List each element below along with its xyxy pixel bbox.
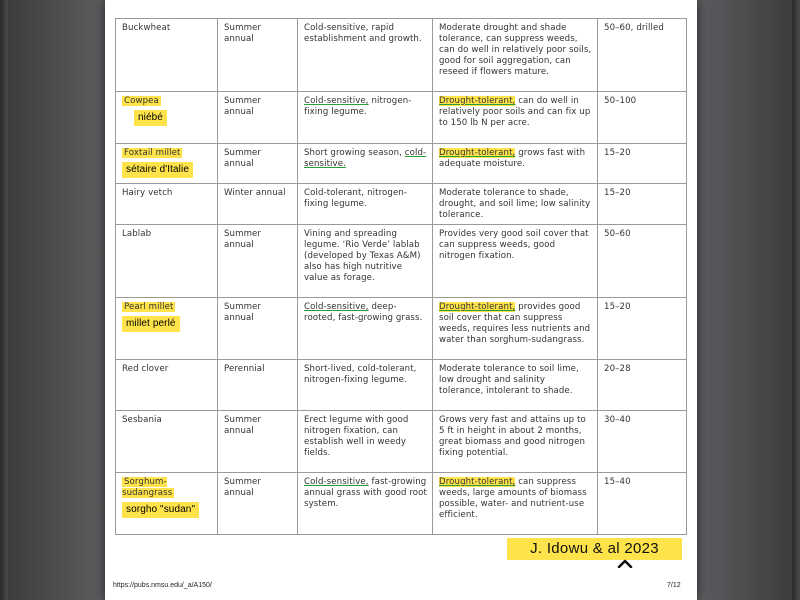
- table-row: [116, 144, 687, 184]
- season-text: Summer annual: [224, 415, 262, 436]
- characteristics-text: fast-growing annual grass with good root system.: [304, 477, 427, 509]
- season-text: Summer annual: [224, 148, 262, 169]
- table-row: [116, 184, 687, 225]
- drought-tolerant-highlight: Drought-tolerant,: [439, 477, 516, 487]
- citation-label: J. Idowu & al 2023: [507, 538, 682, 560]
- crop-name: Buckwheat: [122, 23, 171, 33]
- benefits-text: can suppress weeds, large amounts of biomass possible, water- and nutrient-use efficient.: [439, 477, 587, 520]
- season-text: Summer annual: [224, 96, 262, 117]
- crop-name: Hairy vetch: [122, 188, 173, 198]
- french-name-label: niébé: [134, 110, 167, 126]
- benefits-cell: [433, 144, 598, 184]
- characteristics-cell: [298, 360, 433, 411]
- season-text: Summer annual: [224, 302, 262, 323]
- rate-text: 15–20: [604, 148, 631, 158]
- benefits-cell: [433, 473, 598, 535]
- cold-sensitive-highlight: Cold-sensitive,: [304, 302, 369, 312]
- characteristics-text: deep-rooted, fast-growing grass.: [304, 302, 423, 323]
- rate-text: 15–40: [604, 477, 631, 487]
- drought-tolerant-highlight: Drought-tolerant,: [439, 302, 516, 312]
- table-row: [116, 225, 687, 298]
- season-cell: [218, 360, 298, 411]
- benefits-text: provides good soil cover that can suppress weeds, requires less nutrients and water than sorghum-sudangrass.: [439, 302, 591, 345]
- season-text: Summer annual: [224, 477, 262, 498]
- crop-name-cell: [116, 184, 218, 225]
- season-text: Perennial: [224, 364, 265, 374]
- benefits-cell: [433, 411, 598, 473]
- season-cell: [218, 19, 298, 92]
- rate-text: 20–28: [604, 364, 631, 374]
- characteristics-cell: [298, 225, 433, 298]
- season-cell: [218, 473, 298, 535]
- characteristics-text: nitrogen-fixing legume.: [304, 96, 412, 117]
- rate-text: 15–20: [604, 302, 631, 312]
- crop-name-cell: [116, 225, 218, 298]
- characteristics-text: Cold-sensitive, rapid establishment and growth.: [304, 23, 422, 44]
- document-page: [105, 0, 697, 600]
- rate-text: 15–20: [604, 188, 631, 198]
- rate-cell: [598, 92, 687, 144]
- cold-sensitive-highlight: cold-sensitive.: [304, 148, 427, 169]
- season-text: Summer annual: [224, 23, 262, 44]
- benefits-text: can do well in relatively poor soils and can fix up to 150 lb N per acre.: [439, 96, 591, 128]
- frame-left: [0, 0, 8, 600]
- french-name-label: sétaire d'Italie: [122, 162, 193, 178]
- rate-cell: [598, 298, 687, 360]
- table-row: [116, 19, 687, 92]
- season-text: Summer annual: [224, 229, 262, 250]
- characteristics-text: Short-lived, cold-tolerant, nitrogen-fixing legume.: [304, 364, 417, 385]
- season-cell: [218, 92, 298, 144]
- benefits-text: Moderate drought and shade tolerance, can suppress weeds, can do well in relatively poor soils, good for soil aggregation, can reseed if flowers mature.: [439, 23, 592, 77]
- benefits-cell: [433, 360, 598, 411]
- benefits-cell: [433, 298, 598, 360]
- characteristics-text: Erect legume with good nitrogen fixation, can establish well in weedy fields.: [304, 415, 409, 458]
- table-row: [116, 298, 687, 360]
- drought-tolerant-highlight: Drought-tolerant,: [439, 96, 516, 106]
- characteristics-text: Short growing season,: [304, 148, 402, 158]
- season-cell: [218, 184, 298, 225]
- rate-cell: [598, 411, 687, 473]
- crop-name-cell: [116, 19, 218, 92]
- benefits-cell: [433, 19, 598, 92]
- season-cell: [218, 144, 298, 184]
- caret-up-icon: [617, 558, 633, 568]
- benefits-text: Moderate tolerance to soil lime, low drought and salinity tolerance, intolerant to shade.: [439, 364, 579, 396]
- crop-name: Red clover: [122, 364, 169, 374]
- rate-cell: [598, 360, 687, 411]
- benefits-cell: [433, 184, 598, 225]
- cover-crop-table: [115, 18, 687, 535]
- characteristics-cell: [298, 144, 433, 184]
- characteristics-cell: [298, 298, 433, 360]
- print-page-number: 7/12: [667, 582, 681, 589]
- season-cell: [218, 411, 298, 473]
- cold-sensitive-highlight: Cold-sensitive,: [304, 96, 369, 106]
- rate-text: 50–60: [604, 229, 631, 239]
- cold-sensitive-highlight: Cold-sensitive,: [304, 477, 369, 487]
- benefits-text: Grows very fast and attains up to 5 ft in height in about 2 months, great biomass and good nitrogen fixing potential.: [439, 415, 586, 458]
- characteristics-cell: [298, 411, 433, 473]
- drought-tolerant-highlight: Drought-tolerant,: [439, 148, 516, 158]
- french-name-label: millet perlé: [122, 316, 180, 332]
- french-name-label: sorgho "sudan": [122, 502, 199, 518]
- season-cell: [218, 298, 298, 360]
- benefits-cell: [433, 225, 598, 298]
- crop-name-cell: [116, 411, 218, 473]
- rate-cell: [598, 144, 687, 184]
- rate-cell: [598, 184, 687, 225]
- rate-text: 50–100: [604, 96, 637, 106]
- crop-name: Pearl millet: [124, 302, 174, 312]
- characteristics-cell: [298, 19, 433, 92]
- characteristics-cell: [298, 184, 433, 225]
- benefits-text: Provides very good soil cover that can suppress weeds, good nitrogen fixation.: [439, 229, 589, 261]
- rate-text: 30–40: [604, 415, 631, 425]
- characteristics-cell: [298, 92, 433, 144]
- benefits-text: grows fast with adequate moisture.: [439, 148, 586, 169]
- table-row: [116, 473, 687, 535]
- season-text: Winter annual: [224, 188, 286, 198]
- crop-name: Sorghum-sudangrass: [122, 477, 173, 498]
- benefits-text: Moderate tolerance to shade, drought, and soil lime; low salinity tolerance.: [439, 188, 591, 220]
- crop-name-cell: [116, 144, 218, 184]
- characteristics-text: Vining and spreading legume. ‘Rio Verde’ lablab (developed by Texas A&M) also has high nutritive value as forage.: [304, 229, 421, 283]
- characteristics-cell: [298, 473, 433, 535]
- crop-name-cell: [116, 360, 218, 411]
- crop-name: Foxtail millet: [124, 148, 181, 158]
- crop-name-cell: [116, 473, 218, 535]
- table-row: [116, 360, 687, 411]
- season-cell: [218, 225, 298, 298]
- table-row: [116, 92, 687, 144]
- rate-text: 50–60, drilled: [604, 23, 664, 33]
- rate-cell: [598, 473, 687, 535]
- rate-cell: [598, 225, 687, 298]
- crop-name-cell: [116, 298, 218, 360]
- crop-name: Lablab: [122, 229, 152, 239]
- crop-name: Cowpea: [124, 96, 159, 106]
- crop-name: Sesbania: [122, 415, 162, 425]
- frame-right: [792, 0, 800, 600]
- crop-name-cell: [116, 92, 218, 144]
- benefits-cell: [433, 92, 598, 144]
- characteristics-text: Cold-tolerant, nitrogen-fixing legume.: [304, 188, 408, 209]
- table-row: [116, 411, 687, 473]
- rate-cell: [598, 19, 687, 92]
- print-footer-url: https://pubs.nmsu.edu/_a/A150/: [113, 582, 212, 589]
